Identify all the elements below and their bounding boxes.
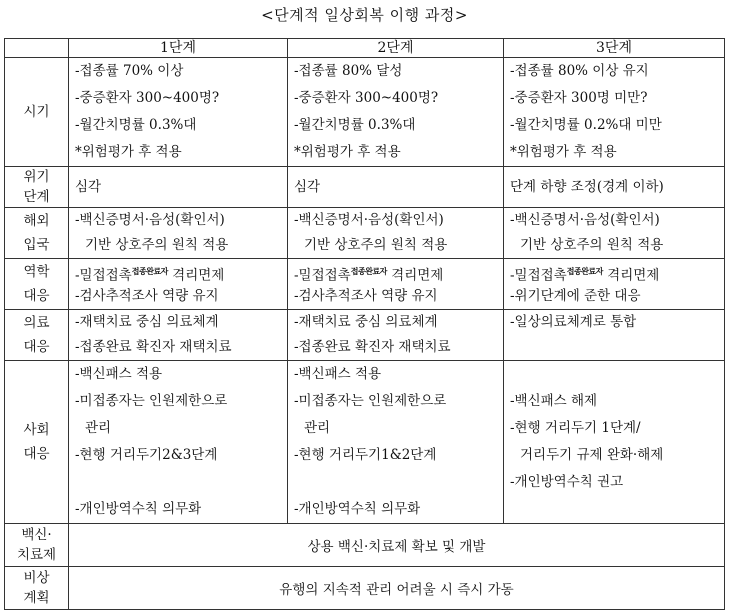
contact-suffix: 격리면제 — [602, 267, 660, 284]
period-stage-2 — [288, 58, 504, 167]
list-item: -접종률 70% 이상 — [75, 63, 184, 79]
epi-stage-2 — [288, 259, 504, 310]
epi-stage-3 — [504, 259, 725, 310]
row-label-emergency — [5, 567, 69, 610]
row-medical — [5, 310, 725, 361]
list-item: *위험평가 후 적용 — [75, 144, 182, 160]
header-stage-1: 1단계 — [69, 39, 288, 58]
page-title: <단계적 일상회복 이행 과정> — [261, 6, 468, 24]
list-item — [75, 259, 281, 284]
list-item: -개인방역수칙 의무화 — [75, 501, 202, 517]
row-label-period — [5, 58, 69, 167]
list-item: -월간치명률 0.2%대 미만 — [510, 117, 662, 133]
contact-small-note: 접종완료자 — [566, 267, 603, 276]
entry-stage-2 — [288, 208, 504, 259]
medical-stage-3 — [504, 310, 725, 361]
list-item: -재택치료 중심 의료체계 — [75, 314, 219, 330]
row-vaccine — [5, 524, 725, 567]
row-label-social — [5, 361, 69, 524]
row-label-line: 계획 — [23, 590, 50, 606]
list-item: -접종률 80% 이상 유지 — [510, 63, 649, 79]
row-entry — [5, 208, 725, 259]
row-label-line: 치료제 — [16, 547, 57, 563]
list-item: -백신증명서·음성(확인서) — [75, 212, 225, 228]
list-item: -중증환자 300~400명? — [75, 90, 220, 106]
list-item: -백신증명서·음성(확인서) — [510, 212, 660, 228]
list-item: -검사추적조사 역량 유지 — [294, 288, 438, 304]
row-label-epi — [5, 259, 69, 310]
list-item — [75, 469, 281, 496]
list-item: 기반 상호주의 원칙 적용 — [85, 237, 229, 253]
list-item: 심각 — [294, 178, 321, 195]
row-social — [5, 361, 725, 524]
epi-stage-1 — [69, 259, 288, 310]
list-item: -미접종자는 인원제한으로 — [294, 393, 447, 409]
corner-cell — [5, 39, 69, 58]
list-item: -재택치료 중심 의료체계 — [294, 314, 438, 330]
list-item: -미접종자는 인원제한으로 — [75, 393, 228, 409]
period-stage-1 — [69, 58, 288, 167]
contact-prefix: -밀접접촉 — [75, 267, 132, 284]
row-label-line: 역학 — [23, 264, 50, 280]
row-label-crisis — [5, 167, 69, 208]
recovery-stage-table — [4, 38, 725, 610]
row-label-line: 의료 — [23, 315, 50, 331]
list-item: 관리 — [304, 420, 331, 436]
list-item: -중증환자 300~400명? — [294, 90, 439, 106]
contact-small-note: 접종완료자 — [350, 267, 387, 276]
list-item: -현행 거리두기2&3단계 — [75, 447, 218, 463]
list-item: -월간치명률 0.3%대 — [75, 117, 197, 133]
list-item: *위험평가 후 적용 — [294, 144, 401, 160]
vaccine-span-cell — [69, 524, 725, 567]
row-label-line: 시기 — [23, 104, 50, 120]
row-label-line: 해외 — [23, 213, 50, 229]
list-item: 심각 — [75, 178, 102, 195]
row-label-line: 단계 — [23, 189, 50, 205]
list-item: -접종완료 확진자 재택치료 — [75, 339, 232, 355]
row-label-entry — [5, 208, 69, 259]
row-label-line: 입국 — [23, 237, 50, 253]
list-item: -현행 거리두기 1단계/ — [510, 420, 641, 436]
list-item: 기반 상호주의 원칙 적용 — [520, 237, 664, 253]
contact-prefix: -밀접접촉 — [294, 267, 351, 284]
medical-stage-1 — [69, 310, 288, 361]
emergency-span-cell — [69, 567, 725, 610]
list-item: -현행 거리두기1&2단계 — [294, 447, 437, 463]
period-stage-3 — [504, 58, 725, 167]
list-item: -위기단계에 준한 대응 — [510, 288, 641, 304]
header-stage-2: 2단계 — [288, 39, 504, 58]
crisis-stage-2 — [288, 167, 504, 208]
row-label-line: 백신· — [21, 527, 52, 543]
list-item: -중증환자 300명 미만? — [510, 90, 648, 106]
list-item: -백신증명서·음성(확인서) — [294, 212, 444, 228]
row-emergency — [5, 567, 725, 610]
vaccine-text: 상용 백신·치료제 확보 및 개발 — [307, 539, 486, 555]
row-label-line: 대응 — [23, 288, 50, 304]
contact-prefix: -밀접접촉 — [510, 267, 567, 284]
row-label-line: 비상 — [23, 570, 50, 586]
emergency-text: 유행의 지속적 관리 어려울 시 즉시 가동 — [279, 582, 514, 598]
list-item: -접종률 80% 달성 — [294, 63, 403, 79]
row-label-medical — [5, 310, 69, 361]
list-item — [294, 259, 497, 284]
list-item: -개인방역수칙 권고 — [510, 474, 624, 490]
medical-stage-2 — [288, 310, 504, 361]
row-label-line: 대응 — [23, 446, 50, 462]
list-item: -백신패스 해제 — [510, 393, 598, 409]
list-item — [294, 469, 497, 496]
list-item: 단계 하향 조정(경계 이하) — [510, 178, 664, 195]
list-item — [510, 259, 718, 284]
crisis-stage-1 — [69, 167, 288, 208]
list-item: -백신패스 적용 — [75, 366, 163, 382]
header-row — [5, 39, 725, 58]
entry-stage-1 — [69, 208, 288, 259]
list-item: -개인방역수칙 의무화 — [294, 501, 421, 517]
list-item: 거리두기 규제 완화·해제 — [520, 447, 664, 463]
contact-small-note: 접종완료자 — [131, 267, 168, 276]
contact-suffix: 격리면제 — [167, 267, 225, 284]
row-label-vaccine — [5, 524, 69, 567]
list-item: 기반 상호주의 원칙 적용 — [304, 237, 448, 253]
row-period — [5, 58, 725, 167]
social-stage-3 — [504, 361, 725, 524]
list-item: -검사추적조사 역량 유지 — [75, 288, 219, 304]
list-item: 관리 — [85, 420, 112, 436]
header-stage-3: 3단계 — [504, 39, 725, 58]
row-label-line: 사회 — [23, 422, 50, 438]
row-label-line: 위기 — [23, 169, 50, 185]
entry-stage-3 — [504, 208, 725, 259]
contact-suffix: 격리면제 — [386, 267, 444, 284]
crisis-stage-3 — [504, 167, 725, 208]
list-item: -접종완료 확진자 재택치료 — [294, 339, 451, 355]
list-item: -백신패스 적용 — [294, 366, 382, 382]
row-label-line: 대응 — [23, 339, 50, 355]
row-epi — [5, 259, 725, 310]
list-item: -일상의료체계로 통합 — [510, 314, 637, 330]
social-stage-2 — [288, 361, 504, 524]
list-item: -월간치명률 0.3%대 — [294, 117, 416, 133]
row-crisis — [5, 167, 725, 208]
list-item: *위험평가 후 적용 — [510, 144, 617, 160]
social-stage-1 — [69, 361, 288, 524]
